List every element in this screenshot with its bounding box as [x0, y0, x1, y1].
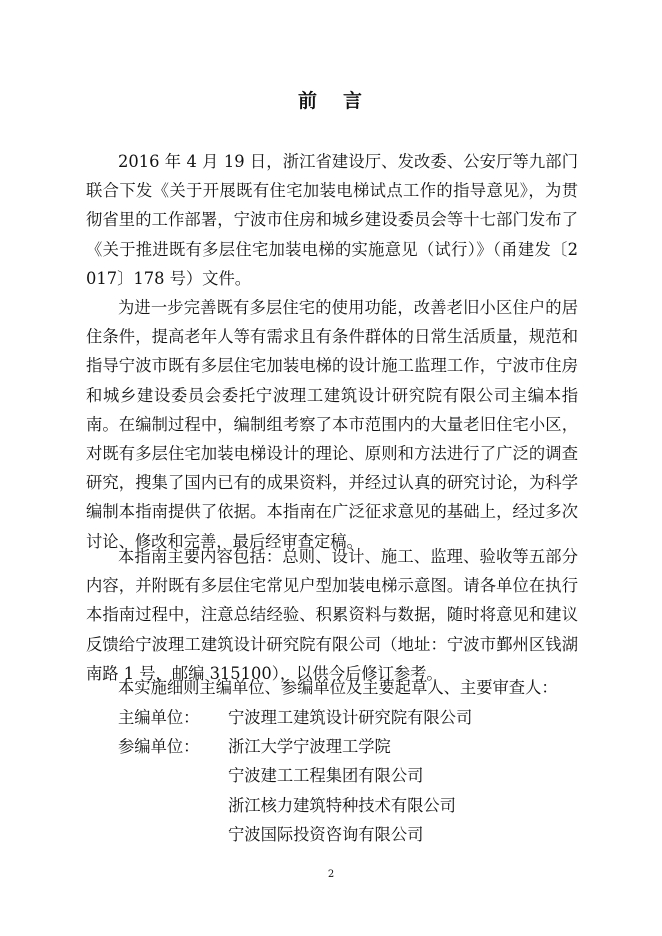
- participant-row: [118, 761, 472, 790]
- chief-editor-label: 主编单位：: [118, 708, 200, 727]
- organization-list: [118, 703, 472, 849]
- paragraph-contents: 本指南主要内容包括：总则、设计、施工、监理、验收等五部分内容，并附既有多层住宅常见户型加装电梯示意图。请各单位在执行本指南过程中，注意总结经验、积累资料与数据，随时将意见和建议反馈给宁波理工建筑设计研究院有限公司（地址：宁波市鄞州区钱湖南路 1 号，邮编 315100），以供今后修订参考。: [86, 547, 578, 683]
- chief-editor-name: 宁波理工建筑设计研究院有限公司: [228, 708, 473, 727]
- title-char-1: 前: [297, 90, 319, 112]
- title-char-2: 言: [343, 90, 365, 112]
- participant-name: 浙江大学宁波理工学院: [228, 737, 391, 757]
- participant-row: [118, 820, 472, 849]
- participant-row: [118, 732, 472, 761]
- participant-name: 宁波国际投资咨询有限公司: [228, 824, 424, 844]
- page-title: [0, 86, 662, 113]
- paragraph-units-intro: 本实施细则主编单位、参编单位及主要起草人、主要审查人：: [118, 678, 558, 697]
- chief-editor-row: [118, 703, 472, 732]
- participant-label: 参编单位：: [118, 737, 200, 757]
- page-number: 2: [327, 869, 335, 880]
- paragraph-background: 2016 年 4 月 19 日，浙江省建设厅、发改委、公安厅等九部门联合下发《关于开展既有住宅加装电梯试点工作的指导意见》，为贯彻省里的工作部署，宁波市住房和城乡建设委员会等十七部门发布了《关于推进既有多层住宅加装电梯的实施意见（试行）》（甬建发〔2017〕178 号）文件。: [86, 152, 578, 288]
- participant-name: 浙江核力建筑特种技术有限公司: [228, 795, 456, 815]
- participant-row: [118, 791, 472, 820]
- participant-name: 宁波建工工程集团有限公司: [228, 766, 424, 786]
- paragraph-purpose: 为进一步完善既有多层住宅的使用功能，改善老旧小区住户的居住条件，提高老年人等有需求且有条件群体的日常生活质量，规范和指导宁波市既有多层住宅加装电梯的设计施工监理工作，宁波市住房和城乡建设委员会委托宁波理工建筑设计研究院有限公司主编本指南。在编制过程中，编制组考察了本市范围内的大量老旧住宅小区，对既有多层住宅加装电梯设计的理论、原则和方法进行了广泛的调查研究，搜集了国内已有的成果资料，并经过认真的研究讨论，为科学编制本指南提供了依据。本指南在广泛征求意见的基础上，经过多次讨论、修改和完善，最后经审查定稿。: [86, 298, 578, 551]
